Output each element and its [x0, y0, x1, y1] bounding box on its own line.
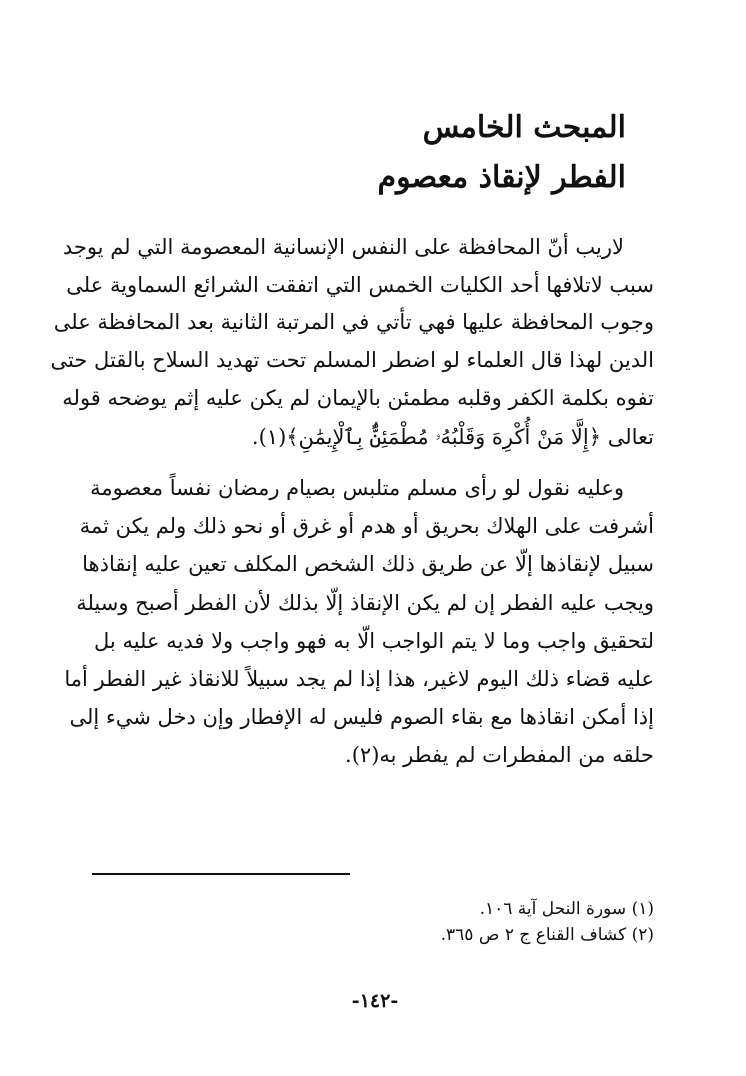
paragraph-line: وجوب المحافظة عليها فهي تأتي في المرتبة الثانية بعد المحافظة على: [53, 310, 654, 334]
paragraph-line: سبيل لإنقاذها إلّا عن طريق ذلك الشخص المكلف تعين عليه إنقاذها: [82, 552, 654, 576]
section-subtitle: الفطر لإنقاذ معصوم: [377, 160, 626, 195]
paragraph-line: وعليه نقول لو رأى مسلم متلبس بصيام رمضان نفساً معصومة: [90, 476, 624, 500]
paragraph-line: أشرفت على الهلاك بحريق أو هدم أو غرق أو نحو ذلك ولم يكن ثمة: [79, 514, 654, 538]
paragraph-line: عليه قضاء ذلك اليوم لاغير، هذا إذا لم يجد سبيلاً للانقاذ غير الفطر أما: [64, 667, 654, 691]
paragraph-line: ويجب عليه الفطر إن لم يكن الإنقاذ إلّا بذلك لأن الفطر أصبح وسيلة: [76, 591, 654, 615]
paragraph-line: إذا أمكن انقاذها مع بقاء الصوم فليس له الإفطار وإن دخل شيء إلى: [69, 705, 654, 729]
page-number: -١٤٢-: [351, 990, 399, 1012]
paragraph-line: حلقه من المفطرات لم يفطر به(٢).: [345, 743, 654, 767]
footnote-divider: [92, 873, 350, 875]
paragraph-line: سبب لاتلافها أحد الكليات الخمس التي اتفقت الشرائع السماوية على: [66, 273, 654, 297]
footnote-1: (١) سورة النحل آية ١٠٦.: [479, 899, 654, 919]
paragraph-line: الدين لهذا قال العلماء لو اضطر المسلم تحت تهديد السلاح بالقتل حتى: [50, 348, 654, 372]
footnote-2: (٢) كشاف القناع ج ٢ ص ٣٦٥.: [440, 925, 654, 945]
paragraph-line: لاريب أنّ المحافظة على النفس الإنسانية المعصومة التي لم يوجد: [62, 235, 624, 259]
paragraph-line: لتحقيق واجب وما لا يتم الواجب الّا به فهو واجب ولا فديه عليه بل: [94, 629, 654, 653]
paragraph-line-quran-verse: تعالى ﴿إِلَّا مَنْ أُكْرِهَ وَقَلْبُهُۥ مُطْمَئِنٌّۢ بِٱلْإِيمَٰنِ﴾(١).: [251, 425, 654, 449]
section-title: المبحث الخامس: [422, 110, 626, 145]
paragraph-line: تفوه بكلمة الكفر وقلبه مطمئن بالإيمان لم يكن عليه إثم يوضحه قوله: [62, 386, 654, 410]
